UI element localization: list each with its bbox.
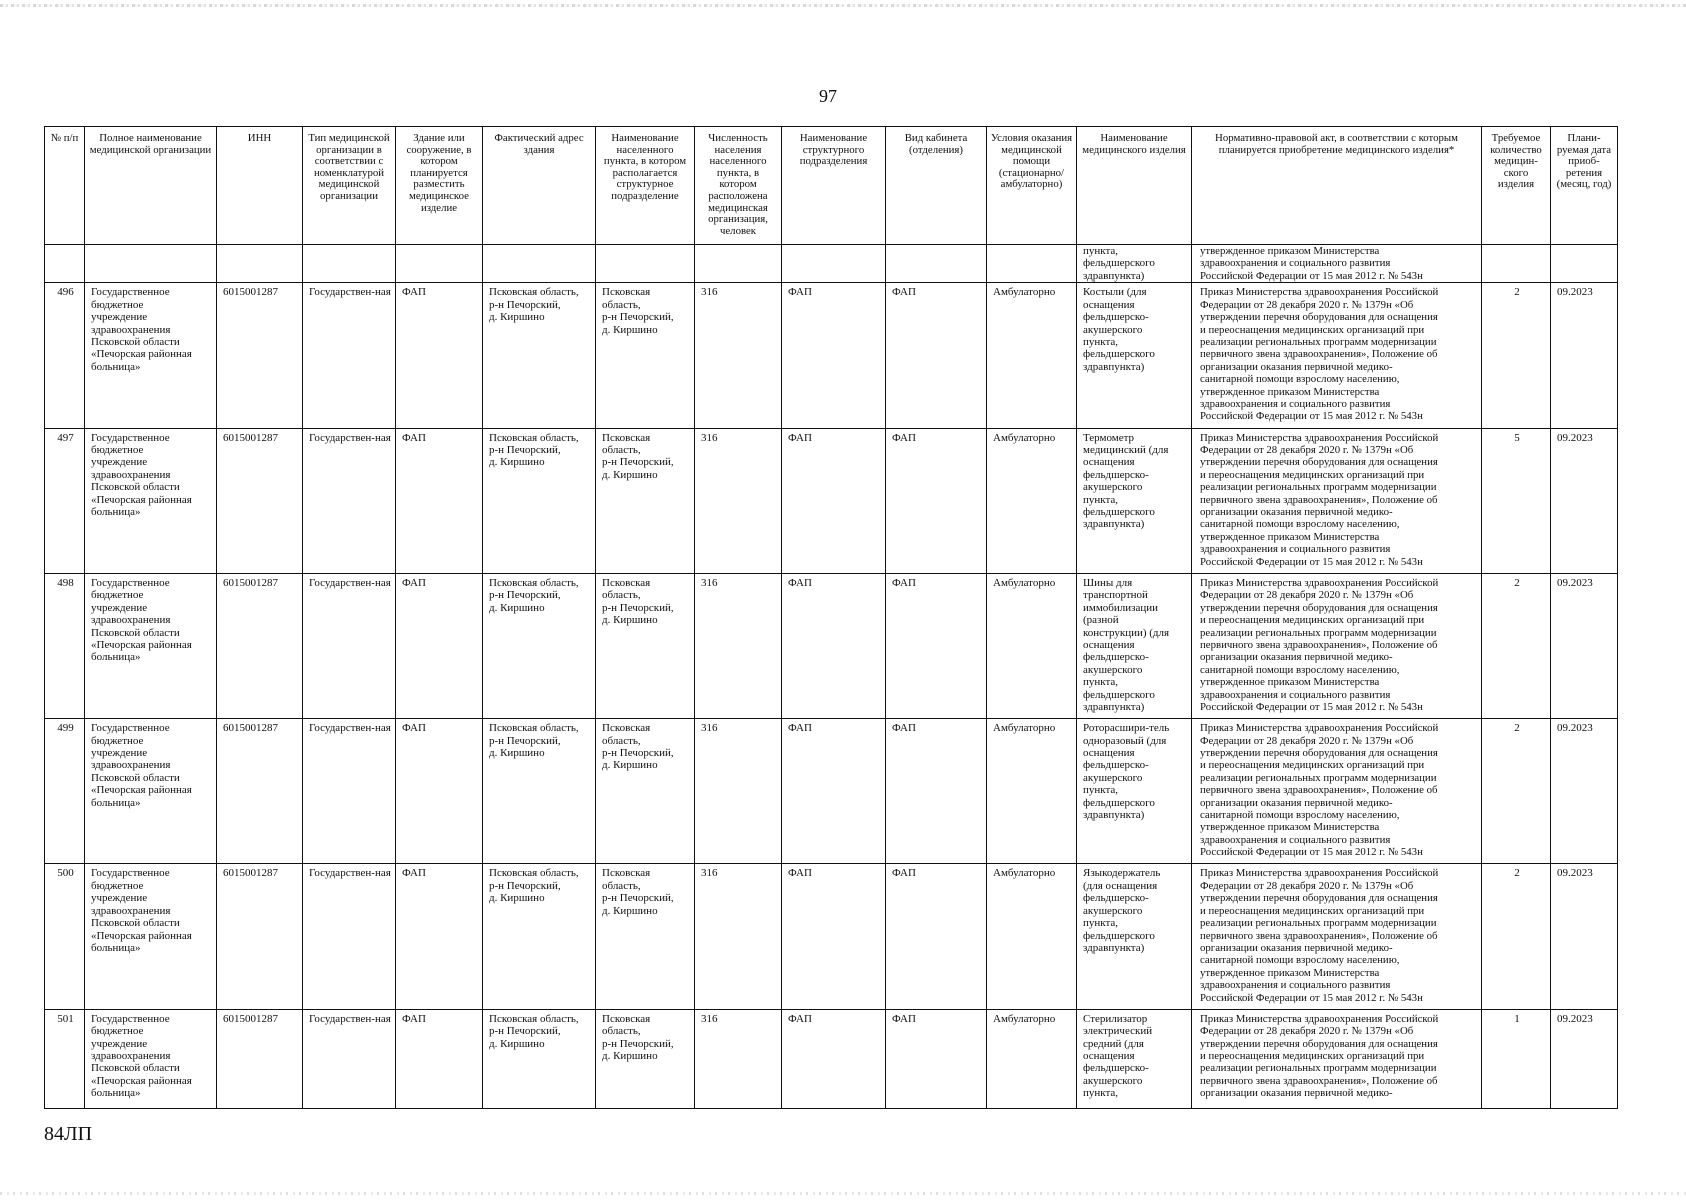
cell-empty [886, 245, 987, 283]
cell-population: 316 [695, 864, 782, 1009]
cell-cabinet: ФАП [886, 719, 987, 864]
cell-conditions: Амбулаторно [987, 719, 1077, 864]
col-header-inn: ИНН [217, 127, 303, 245]
cell-population: 316 [695, 1009, 782, 1108]
scan-edge-top [0, 4, 1686, 7]
cell-conditions: Амбулаторно [987, 573, 1077, 718]
cell-org-type: Государствен-ная [303, 864, 396, 1009]
col-header-organization: Полное наименование медицинской организации [85, 127, 217, 245]
col-header-unit: Наименование структурного подразделения [782, 127, 886, 245]
cell-building: ФАП [396, 573, 483, 718]
col-header-number: № п/п [45, 127, 85, 245]
table-row-continuation [45, 245, 1618, 283]
cell-address: Псковская область, р-н Печорский, д. Киршино [483, 428, 596, 573]
cell-empty [1551, 245, 1618, 283]
cell-cabinet: ФАП [886, 573, 987, 718]
cell-conditions: Амбулаторно [987, 283, 1077, 428]
cell-locality: Псковская область, р-н Печорский, д. Киршино [596, 573, 695, 718]
col-header-cabinet: Вид кабинета (отделения) [886, 127, 987, 245]
cell-item: Стерилизатор электрический средний (для оснащения фельдшерско- акушерского пункта, [1077, 1009, 1192, 1108]
cell-address: Псковская область, р-н Печорский, д. Киршино [483, 573, 596, 718]
col-header-locality: Наименование населенного пункта, в котором располагается структурное подразделение [596, 127, 695, 245]
cell-org-type: Государствен-ная [303, 283, 396, 428]
cell-conditions: Амбулаторно [987, 1009, 1077, 1108]
cell-address: Псковская область, р-н Печорский, д. Киршино [483, 1009, 596, 1108]
cell-item: Термометр медицинский (для оснащения фельдшерско- акушерского пункта, фельдшерского здравпункта) [1077, 428, 1192, 573]
cell-inn: 6015001287 [217, 864, 303, 1009]
cell-conditions: Амбулаторно [987, 428, 1077, 573]
cell-building: ФАП [396, 719, 483, 864]
cell-date: 09.2023 [1551, 283, 1618, 428]
cell-item: Шины для транспортной иммобилизации (разной конструкции) (для оснащения фельдшерско- акушерского пункта, фельдшерского здравпункта) [1077, 573, 1192, 718]
cell-quantity: 2 [1482, 719, 1551, 864]
cell-org-type: Государствен-ная [303, 428, 396, 573]
cell-quantity: 2 [1482, 864, 1551, 1009]
cell-act-continuation: утвержденное приказом Министерства здравоохранения и социального развития Российской Федерации от 15 мая 2012 г. № 543н [1192, 245, 1482, 283]
cell-quantity: 2 [1482, 573, 1551, 718]
cell-building: ФАП [396, 864, 483, 1009]
cell-legal-act: Приказ Министерства здравоохранения Российской Федерации от 28 декабря 2020 г. № 1379н «Об утверждении перечня оборудования для оснащения и переоснащения медицинских организаций при реализации региональных программ модернизации первичного звена здравоохранения», Положение об организации оказания первичной медико- санитарной помощи взрослому населению, утвержденное приказом Министерства здравоохранения и социального развития Российской Федерации от 15 мая 2012 г. № 543н [1192, 428, 1482, 573]
cell-empty [85, 245, 217, 283]
page-number: 97 [819, 86, 837, 106]
cell-inn: 6015001287 [217, 719, 303, 864]
equipment-table [44, 126, 1618, 1109]
cell-item: Костыли (для оснащения фельдшерско- акушерского пункта, фельдшерского здравпункта) [1077, 283, 1192, 428]
cell-unit: ФАП [782, 864, 886, 1009]
cell-inn: 6015001287 [217, 573, 303, 718]
cell-cabinet: ФАП [886, 283, 987, 428]
cell-org-type: Государствен-ная [303, 573, 396, 718]
cell-date: 09.2023 [1551, 864, 1618, 1009]
cell-locality: Псковская область, р-н Печорский, д. Киршино [596, 283, 695, 428]
col-header-address: Фактический адрес здания [483, 127, 596, 245]
cell-conditions: Амбулаторно [987, 864, 1077, 1009]
cell-locality: Псковская область, р-н Печорский, д. Киршино [596, 864, 695, 1009]
cell-locality: Псковская область, р-н Печорский, д. Киршино [596, 1009, 695, 1108]
cell-org-type: Государствен-ная [303, 1009, 396, 1108]
col-header-quantity: Требуемое количество медицин-ского изделия [1482, 127, 1551, 245]
table-row [45, 573, 1618, 718]
cell-date: 09.2023 [1551, 1009, 1618, 1108]
cell-cabinet: ФАП [886, 428, 987, 573]
document-code: 84ЛП [44, 1123, 93, 1145]
col-header-population: Численность населения населенного пункта, в котором расположена медицинская организация, человек [695, 127, 782, 245]
cell-item: Языкодержатель (для оснащения фельдшерско- акушерского пункта, фельдшерского здравпункта) [1077, 864, 1192, 1009]
cell-unit: ФАП [782, 1009, 886, 1108]
cell-number: 500 [45, 864, 85, 1009]
cell-empty [303, 245, 396, 283]
cell-population: 316 [695, 573, 782, 718]
table-header-row [45, 127, 1618, 245]
cell-date: 09.2023 [1551, 428, 1618, 573]
table-row [45, 1009, 1618, 1108]
col-header-legal-act: Нормативно-правовой акт, в соответствии с которым планируется приобретение медицинского изделия* [1192, 127, 1482, 245]
cell-inn: 6015001287 [217, 1009, 303, 1108]
cell-address: Псковская область, р-н Печорский, д. Киршино [483, 864, 596, 1009]
col-header-item: Наименование медицинского изделия [1077, 127, 1192, 245]
cell-date: 09.2023 [1551, 719, 1618, 864]
col-header-date: Плани-руемая дата приоб-ретения (месяц, год) [1551, 127, 1618, 245]
cell-organization: Государственное бюджетное учреждение здравоохранения Псковской области «Печорская районная больница» [85, 573, 217, 718]
cell-locality: Псковская область, р-н Печорский, д. Киршино [596, 719, 695, 864]
table-row [45, 428, 1618, 573]
cell-empty [217, 245, 303, 283]
cell-organization: Государственное бюджетное учреждение здравоохранения Псковской области «Печорская районная больница» [85, 864, 217, 1009]
cell-number: 496 [45, 283, 85, 428]
cell-cabinet: ФАП [886, 864, 987, 1009]
cell-empty [1482, 245, 1551, 283]
cell-inn: 6015001287 [217, 283, 303, 428]
cell-quantity: 1 [1482, 1009, 1551, 1108]
cell-empty [483, 245, 596, 283]
cell-unit: ФАП [782, 573, 886, 718]
cell-legal-act: Приказ Министерства здравоохранения Российской Федерации от 28 декабря 2020 г. № 1379н «Об утверждении перечня оборудования для оснащения и переоснащения медицинских организаций при реализации региональных программ модернизации первичного звена здравоохранения», Положение об организации оказания первичной медико- санитарной помощи взрослому населению, утвержденное приказом Министерства здравоохранения и социального развития Российской Федерации от 15 мая 2012 г. № 543н [1192, 283, 1482, 428]
table-row [45, 283, 1618, 428]
cell-organization: Государственное бюджетное учреждение здравоохранения Псковской области «Печорская районная больница» [85, 283, 217, 428]
cell-organization: Государственное бюджетное учреждение здравоохранения Псковской области «Печорская районная больница» [85, 428, 217, 573]
cell-date: 09.2023 [1551, 573, 1618, 718]
cell-number: 497 [45, 428, 85, 573]
cell-unit: ФАП [782, 428, 886, 573]
cell-empty [45, 245, 85, 283]
cell-building: ФАП [396, 1009, 483, 1108]
cell-building: ФАП [396, 428, 483, 573]
cell-inn: 6015001287 [217, 428, 303, 573]
cell-address: Псковская область, р-н Печорский, д. Киршино [483, 283, 596, 428]
cell-item-continuation: пункта, фельдшерского здравпункта) [1077, 245, 1192, 283]
cell-legal-act: Приказ Министерства здравоохранения Российской Федерации от 28 декабря 2020 г. № 1379н «Об утверждении перечня оборудования для оснащения и переоснащения медицинских организаций при реализации региональных программ модернизации первичного звена здравоохранения», Положение об организации оказания первичной медико- [1192, 1009, 1482, 1108]
cell-population: 316 [695, 283, 782, 428]
cell-organization: Государственное бюджетное учреждение здравоохранения Псковской области «Печорская районная больница» [85, 1009, 217, 1108]
cell-unit: ФАП [782, 283, 886, 428]
cell-empty [782, 245, 886, 283]
table-row [45, 864, 1618, 1009]
cell-legal-act: Приказ Министерства здравоохранения Российской Федерации от 28 декабря 2020 г. № 1379н «Об утверждении перечня оборудования для оснащения и переоснащения медицинских организаций при реализации региональных программ модернизации первичного звена здравоохранения», Положение об организации оказания первичной медико- санитарной помощи взрослому населению, утвержденное приказом Министерства здравоохранения и социального развития Российской Федерации от 15 мая 2012 г. № 543н [1192, 573, 1482, 718]
cell-number: 501 [45, 1009, 85, 1108]
col-header-conditions: Условия оказания медицинской помощи (стационарно/ амбулаторно) [987, 127, 1077, 245]
table-row [45, 719, 1618, 864]
cell-population: 316 [695, 719, 782, 864]
cell-empty [596, 245, 695, 283]
col-header-org-type: Тип медицинской организации в соответствии с номенклатурой медицинской организации [303, 127, 396, 245]
cell-org-type: Государствен-ная [303, 719, 396, 864]
cell-quantity: 5 [1482, 428, 1551, 573]
col-header-building: Здание или сооружение, в котором планируется разместить медицинское изделие [396, 127, 483, 245]
cell-legal-act: Приказ Министерства здравоохранения Российской Федерации от 28 декабря 2020 г. № 1379н «Об утверждении перечня оборудования для оснащения и переоснащения медицинских организаций при реализации региональных программ модернизации первичного звена здравоохранения», Положение об организации оказания первичной медико- санитарной помощи взрослому населению, утвержденное приказом Министерства здравоохранения и социального развития Российской Федерации от 15 мая 2012 г. № 543н [1192, 719, 1482, 864]
cell-empty [695, 245, 782, 283]
cell-locality: Псковская область, р-н Печорский, д. Киршино [596, 428, 695, 573]
cell-cabinet: ФАП [886, 1009, 987, 1108]
cell-address: Псковская область, р-н Печорский, д. Киршино [483, 719, 596, 864]
cell-building: ФАП [396, 283, 483, 428]
cell-number: 498 [45, 573, 85, 718]
cell-unit: ФАП [782, 719, 886, 864]
cell-empty [396, 245, 483, 283]
cell-legal-act: Приказ Министерства здравоохранения Российской Федерации от 28 декабря 2020 г. № 1379н «Об утверждении перечня оборудования для оснащения и переоснащения медицинских организаций при реализации региональных программ модернизации первичного звена здравоохранения», Положение об организации оказания первичной медико- санитарной помощи взрослому населению, утвержденное приказом Министерства здравоохранения и социального развития Российской Федерации от 15 мая 2012 г. № 543н [1192, 864, 1482, 1009]
cell-empty [987, 245, 1077, 283]
cell-number: 499 [45, 719, 85, 864]
cell-population: 316 [695, 428, 782, 573]
cell-item: Роторасшири-тель одноразовый (для оснащения фельдшерско- акушерского пункта, фельдшерского здравпункта) [1077, 719, 1192, 864]
cell-organization: Государственное бюджетное учреждение здравоохранения Псковской области «Печорская районная больница» [85, 719, 217, 864]
scan-edge-bottom [0, 1192, 1686, 1195]
cell-quantity: 2 [1482, 283, 1551, 428]
